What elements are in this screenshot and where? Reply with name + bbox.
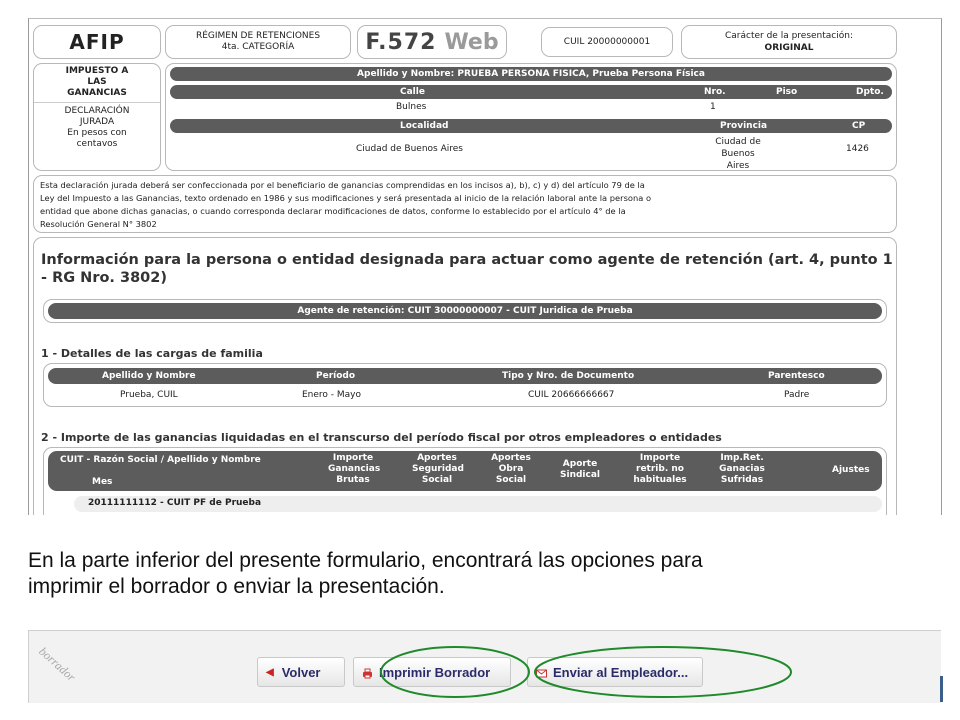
row-parentesco: Padre — [784, 390, 810, 400]
piso-header: Piso — [776, 87, 798, 97]
form-action-toolbar — [28, 630, 941, 703]
form-572-web — [28, 18, 942, 515]
caption-line1: En la parte inferior del presente formulario, encontrará las opciones para — [28, 549, 703, 572]
caption-line2: imprimir el borrador o enviar la presentación. — [28, 575, 445, 598]
col-documento: Tipo y Nro. de Documento — [502, 371, 635, 381]
col-cuit: CUIT - Razón Social / Apellido y Nombre — [60, 455, 261, 465]
col-ret-ganancias: Imp.Ret. Ganacias Sufridas — [719, 453, 765, 485]
back-arrow-icon: ◀ — [266, 666, 274, 678]
enviar-empleador-button[interactable] — [527, 657, 703, 687]
col-apellido: Apellido y Nombre — [102, 371, 196, 381]
regimen-line2: 4ta. CATEGORÍA — [221, 42, 295, 52]
col-ajustes: Ajustes — [832, 465, 870, 475]
imprimir-borrador-button[interactable] — [353, 657, 511, 687]
send-mail-icon — [536, 667, 547, 678]
declaracion-label: DECLARACIÓN JURADA — [34, 102, 160, 128]
left-label-box — [33, 63, 161, 171]
cuil-box — [541, 27, 673, 57]
col-mes: Mes — [92, 477, 113, 487]
nro-value: 1 — [710, 102, 716, 112]
person-data-box — [165, 63, 897, 171]
col-importe-ganancias: Importe Ganancias Brutas — [328, 453, 381, 485]
afip-logo-box — [33, 25, 161, 59]
enviar-label: Enviar al Empleador... — [553, 664, 689, 680]
impuesto-label: IMPUESTO A LAS GANANCIAS — [65, 66, 129, 98]
agent-section-title: Información para la persona o entidad designada para actuar como agente de retención (art. 4, punto 1 - RG Nro. 3802) — [41, 252, 893, 286]
regimen-box — [165, 25, 351, 59]
dpto-header: Dpto. — [856, 87, 884, 97]
col-retrib-no-habituales: Importe retrib. no habituales — [633, 453, 687, 485]
imprimir-label: Imprimir Borrador — [379, 664, 491, 680]
instruction-caption — [28, 548, 918, 600]
section2-title: 2 - Importe de las ganancias liquidadas en el transcurso del período fiscal por otros empleadores o entidades — [41, 431, 722, 444]
ganancias-table — [43, 447, 887, 515]
form-web: Web — [444, 29, 499, 55]
calle-header-bar — [170, 85, 892, 99]
row-apellido: Prueba, CUIL — [120, 390, 178, 400]
volver-button[interactable] — [257, 657, 345, 687]
regimen-line1: RÉGIMEN DE RETENCIONES — [195, 31, 321, 41]
nro-header: Nro. — [704, 87, 726, 97]
ganancias-row — [74, 496, 882, 512]
row-periodo: Enero - Mayo — [302, 390, 362, 400]
agent-bar: Agente de retención: CUIT 30000000007 - CUIT Juridica de Prueba — [48, 303, 882, 319]
calle-value: Bulnes — [396, 102, 427, 112]
volver-label: Volver — [281, 664, 321, 680]
col-aportes-seguridad: Aportes Seguridad Social — [412, 453, 464, 485]
col-aportes-obra: Aportes Obra Social — [491, 453, 531, 485]
agent-bar-container — [43, 299, 887, 323]
row-cuit-label: 20111111112 - CUIT PF de Prueba — [88, 498, 262, 508]
apellido-nombre-bar: Apellido y Nombre: PRUEBA PERSONA FISICA, Prueba Persona Física — [170, 67, 892, 81]
cp-value: 1426 — [846, 144, 869, 154]
row-documento: CUIL 20666666667 — [528, 390, 615, 400]
localidad-header-bar — [170, 119, 892, 133]
col-periodo: Período — [316, 371, 356, 381]
right-edge-marker — [940, 676, 943, 702]
col-aporte-sindical: Aporte Sindical — [560, 459, 600, 480]
cp-header: CP — [852, 121, 866, 131]
borrador-watermark: borrador — [36, 644, 79, 685]
printer-icon — [362, 667, 373, 678]
cargas-header-bar — [48, 368, 882, 384]
section1-title: 1 - Detalles de las cargas de familia — [41, 347, 263, 360]
caracter-box — [681, 25, 897, 59]
localidad-header: Localidad — [400, 121, 449, 131]
ganancias-header-bar — [48, 451, 882, 491]
provincia-value: Ciudad de Buenos Aires — [715, 137, 761, 171]
legal-notice: Esta declaración jurada deberá ser confeccionada por el beneficiario de ganancias comprendidas en los incisos a), b), c) y d) del artículo 79 de la Ley del Impuesto a las Ganancias, texto ordenado en 1986 y sus modificaciones y será presentada al inicio de la relación laboral ante la persona o entidad que abone dichas ganacias, o cuando corresponda declarar modificaciones de datos, conforme lo establecido por el artículo 4° de la Resolución General N° 3802 — [33, 175, 897, 233]
col-parentesco: Parentesco — [768, 371, 825, 381]
cargas-familia-table — [43, 363, 887, 407]
pesos-label: En pesos con centavos — [67, 128, 127, 149]
calle-header: Calle — [400, 87, 425, 97]
caracter-label: Carácter de la presentación: — [725, 31, 853, 41]
cuil-value: CUIL 20000000001 — [563, 37, 651, 47]
form-code-box — [357, 25, 507, 59]
provincia-header: Provincia — [720, 121, 768, 131]
caracter-value: ORIGINAL — [764, 43, 814, 53]
form-code: F.572 — [365, 29, 437, 55]
afip-logo: AFIP — [69, 30, 125, 54]
localidad-value: Ciudad de Buenos Aires — [356, 144, 463, 154]
